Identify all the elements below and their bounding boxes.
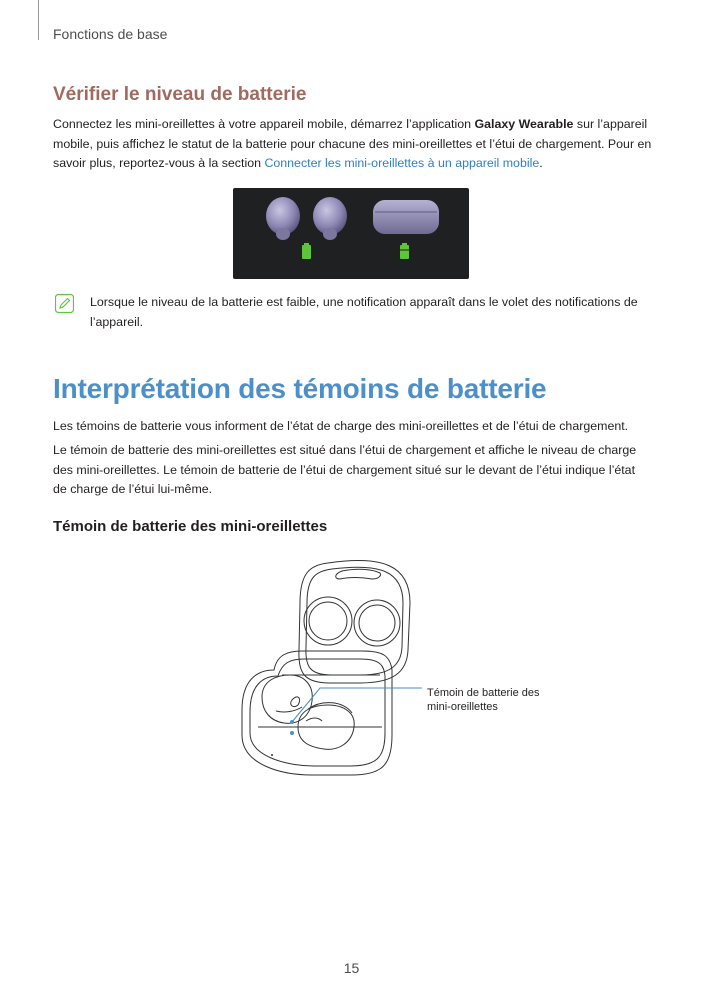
note-icon xyxy=(55,294,74,313)
indicators-heading: Interprétation des témoins de batterie xyxy=(53,373,547,404)
case-battery-led xyxy=(271,754,273,756)
paragraph-text-start: Connectez les mini-oreillettes à votre appareil mobile, démarrez l’application xyxy=(53,117,475,131)
earbuds-indicator-callout: Témoin de batterie des mini-oreillettes xyxy=(427,687,540,713)
low-battery-note: Lorsque le niveau de la batterie est faible, une notification apparaît dans le volet des notifications de l’appareil. xyxy=(90,295,638,329)
battery-status-image xyxy=(233,188,469,279)
battery-status-illustration xyxy=(233,188,469,279)
section-header: Fonctions de base xyxy=(53,26,168,42)
charging-case xyxy=(373,200,439,234)
connect-section-link[interactable]: Connecter les mini-oreillettes à un appareil mobile xyxy=(264,156,540,170)
battery-check-paragraph xyxy=(53,115,653,174)
paragraph-text-end: . xyxy=(539,156,543,170)
earbuds-battery-icon xyxy=(302,243,311,259)
indicators-intro: Les témoins de batterie vous informent de l’état de charge des mini-oreillettes et de l’étui de chargement. xyxy=(53,419,629,433)
left-earbud xyxy=(266,197,300,240)
battery-check-heading: Vérifier le niveau de batterie xyxy=(53,84,307,105)
page-number: 15 xyxy=(343,960,360,976)
indicators-description: Le témoin de batterie des mini-oreillettes est situé dans l’étui de chargement et affiche le niveau de charge des mini-oreillettes. Le témoin de batterie de l’étui de chargement situé sur le devant de l’étui indique l’état de charge de l’étui lui-même. xyxy=(53,443,637,496)
case-battery-icon xyxy=(400,243,409,259)
margin-rule xyxy=(38,0,39,40)
app-name: Galaxy Wearable xyxy=(474,117,574,131)
case-illustration xyxy=(232,555,432,780)
earbuds-indicator-subheading: Témoin de batterie des mini-oreillettes xyxy=(53,518,328,535)
right-earbud xyxy=(313,197,347,240)
case-lid xyxy=(299,560,410,683)
callout-leader-line xyxy=(290,680,430,740)
paragraph-text-middle: sur l’appareil mobile, puis affichez le statut de la batterie pour chacune des mini-oreillettes et l’étui de chargement. Pour en savoir plus, reportez-vous à la section xyxy=(53,117,652,170)
